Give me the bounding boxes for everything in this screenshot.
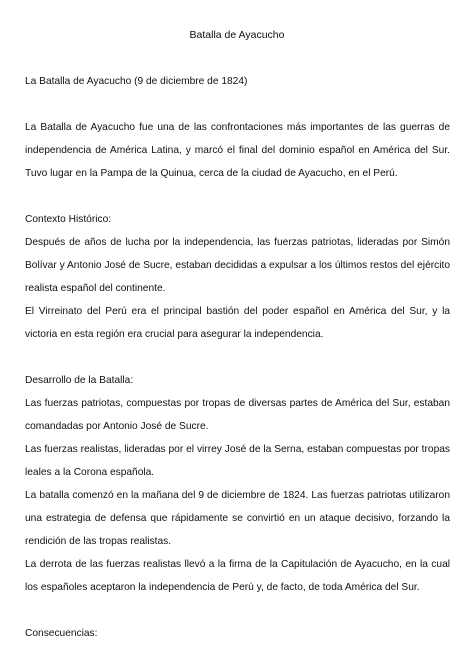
paragraph: El Virreinato del Perú era el principal bastión del poder español en América del Sur, y la victoria en esta región era crucial para asegurar la independencia. [25,306,450,340]
paragraph: Las fuerzas realistas, lideradas por el virrey José de la Serna, estaban compuestas por tropas leales a la Corona española. [25,444,450,478]
paragraph: La derrota de las fuerzas realistas llevó a la firma de la Capitulación de Ayacucho, en la cual los españoles aceptaron la independencia de Perú y, de facto, de toda América del Sur. [25,559,450,593]
section-heading-contexto: Contexto Histórico: [25,214,112,225]
section-heading-consecuencias: Consecuencias: [25,628,98,639]
document-title: Batalla de Ayacucho [189,29,285,41]
section-heading-desarrollo: Desarrollo de la Batalla: [25,375,134,386]
paragraph: La batalla comenzó en la mañana del 9 de diciembre de 1824. Las fuerzas patriotas utilizaron una estrategia de defensa que rápidamente se convirtió en un ataque decisivo, forzando la rendición de las tropas realistas. [25,490,450,547]
document-body [25,70,450,645]
intro-paragraph: La Batalla de Ayacucho fue una de las confrontaciones más importantes de las guerras de independencia de América Latina, y marcó el final del dominio español en América del Sur. Tuvo lugar en la Pampa de la Quinua, cerca de la ciudad de Ayacucho, en el Perú. [25,122,450,179]
paragraph: Las fuerzas patriotas, compuestas por tropas de diversas partes de América del Sur, estaban comandadas por Antonio José de Sucre. [25,398,450,432]
paragraph: Después de años de lucha por la independencia, las fuerzas patriotas, lideradas por Simón Bolívar y Antonio José de Sucre, estaban decididas a expulsar a los últimos restos del ejército realista español del continente. [25,237,450,294]
document-subtitle: La Batalla de Ayacucho (9 de diciembre de 1824) [25,76,248,87]
